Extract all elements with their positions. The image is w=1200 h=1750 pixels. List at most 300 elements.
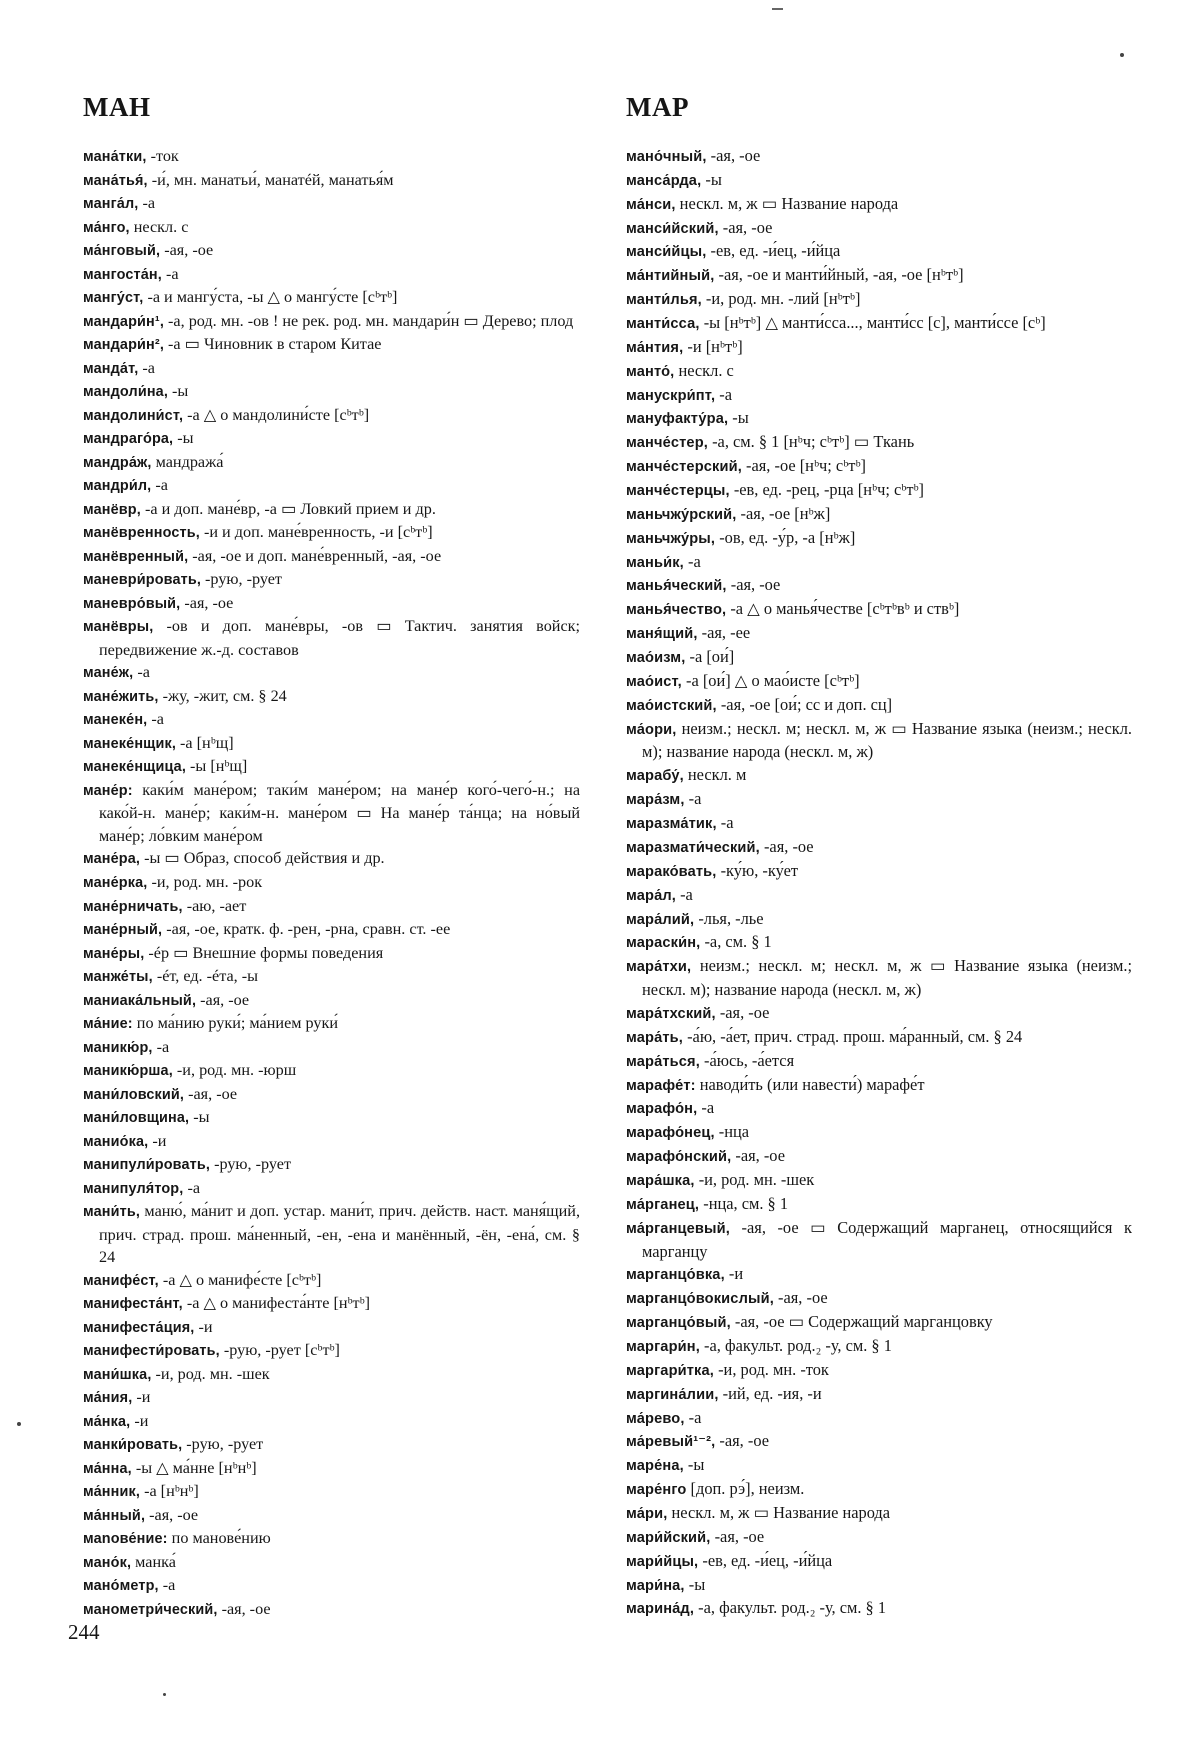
dictionary-entry [83,192,580,216]
entry-body: по ма́нию руки́; ма́нием руки́ [132,1014,339,1033]
entry-headword: маnове́ние: [83,1531,168,1548]
entry-body: маню́, ма́нит и доп. устар. мани́т, прич. действ. наст. маня́щий, прич. страд. прош. ма́ненный, -ен, -ена и манённый, -ён, -ена́, см. § 24 [99,1202,580,1267]
entry-headword: манья́ческий, [626,578,727,595]
entry-body: -ая, -ое [145,1505,199,1524]
entry-headword: марганцо́вокислый, [626,1291,774,1308]
entry-body: -а и мангу́ста, -ы △ о мангу́сте [сᵇтᵇ] [143,288,398,307]
entry-headword: мара́тхи, [626,959,692,976]
entry-body: -ы [701,169,722,189]
entry-body: -рую, -рует [210,1155,292,1174]
entry-body: -ев, ед. -рец, -рца [нᵇч; сᵇтᵇ] [729,480,925,500]
entry-headword: манёвры, [83,619,154,636]
entry-headword: манускри́пт, [626,387,716,404]
entry-headword: манометри́ческий, [83,1601,218,1618]
dictionary-entry [83,708,580,732]
page-number: 244 [68,1620,100,1644]
dictionary-entry [626,312,1132,336]
entry-body: -ая, -ое [726,575,781,595]
dictionary-entry [83,685,580,709]
entry-headword: манифести́ровать, [83,1343,220,1360]
dictionary-entry [626,169,1132,193]
entry-headword: ма́ревый¹⁻², [626,1434,716,1451]
entry-body: нескл. с [129,217,189,236]
entry-headword: мандари́н¹, [83,313,164,330]
entry-headword: манифеста́нт, [83,1296,183,1313]
entry-headword: маре́на, [626,1458,684,1475]
dictionary-entry [626,193,1132,217]
entry-body: -а [161,264,179,283]
scan-mark [772,8,783,10]
dictionary-entry [626,145,1132,169]
entry-headword: мануфакту́ра, [626,411,729,428]
entry-headword: маразма́тик, [626,816,717,833]
entry-body: -ая, -ое [715,1431,769,1451]
entry-body: -ов, ед. -у́р, -а [нᵇж] [715,527,856,547]
dictionary-entry [83,1012,580,1036]
dictionary-entry [83,1574,580,1598]
entry-body: -а [138,194,156,213]
entry-headword: мано́к, [83,1554,132,1571]
dictionary-entry [83,451,580,475]
entry-body: -жу, -жит, см. § 24 [158,686,287,705]
entry-headword: маньчжу́рский, [626,506,737,523]
entry-body: -а △ о манифе́сте [сᵇтᵇ] [158,1270,322,1289]
dictionary-entry [626,455,1132,479]
dictionary-entry [626,860,1132,884]
dictionary-entry [83,1339,580,1363]
entry-headword: ма́нка, [83,1413,131,1430]
dictionary-entry [626,407,1132,431]
entry-headword: манеке́нщица, [83,759,186,776]
entry-body: -а и доп. мане́вр, -а ▭ Ловкий прием и др. [140,499,436,518]
dictionary-entry [626,1526,1132,1550]
entry-headword: манти́лья, [626,292,702,309]
entry-body: -ы [728,408,749,428]
dictionary-entry [626,1050,1132,1074]
entry-body: -ая, -ое ▭ Содержащий марганцовку [730,1312,993,1332]
entry-headword: мани́ть, [83,1204,141,1221]
entry-headword: мао́изм, [626,650,686,667]
entry-headword: манёвр, [83,501,141,518]
dictionary-entry [626,1383,1132,1407]
entry-headword: мане́ра, [83,851,141,868]
dictionary-entry [83,1106,580,1130]
entry-headword: манеке́нщик, [83,735,176,752]
entry-body: -а [675,884,693,904]
entry-headword: мандолини́ст, [83,407,184,424]
entry-body: -ы [нᵇщ] [185,757,248,776]
entry-headword: манио́ка, [83,1133,149,1150]
dictionary-entry [626,836,1132,860]
dictionary-entry [83,732,580,756]
entry-headword: мане́рка, [83,874,148,891]
entry-body: -ы [684,1574,706,1594]
entry-headword: мана́тья́, [83,172,148,189]
entry-body: -ая, -ое [217,1599,271,1618]
entry-body: -ов и доп. мане́вры, -ов ▭ Тактич. занятия войск; передвижение ж.-д. составов [99,617,580,659]
entry-body: -а [684,1407,702,1427]
entry-headword: мангоста́н, [83,266,162,283]
entry-headword: ма́ри, [626,1505,668,1522]
dictionary-entry [83,145,580,169]
entry-body: -ий, ед. -ия, -и [718,1383,822,1403]
entry-body: -лья, -лье [694,908,764,928]
entry-body: -ая, -ое [184,1084,238,1103]
entry-headword: маникю́р, [83,1039,153,1056]
dictionary-entry [83,989,580,1013]
dictionary-entry [626,1263,1132,1287]
entry-body: -ая, -ое, кратк. ф. -рен, -рна, сравн. ст. -ее [162,920,451,939]
entry-body: [доп. рэ́], неизм. [686,1479,805,1499]
entry-headword: маргари́тка, [626,1362,714,1379]
entry-headword: мане́ры, [83,945,145,962]
dictionary-entry [83,1504,580,1528]
entry-body: -и [нᵇтᵇ] [683,336,743,356]
scan-speck [163,1693,166,1696]
dictionary-entry [83,474,580,498]
entry-headword: ма́нго, [83,219,130,236]
entry-body: -ы [683,1455,705,1475]
entry-body: -и [132,1388,151,1407]
entry-headword: маньчжу́ры, [626,530,716,547]
entry-body: -ая, -ее [697,623,751,643]
dictionary-entry [626,931,1132,955]
dictionary-entry [626,1478,1132,1502]
entry-headword: манче́стер, [626,435,708,452]
entry-headword: манти́сса, [626,316,700,333]
entry-headword: маниака́льный, [83,992,197,1009]
dictionary-entry [626,240,1132,264]
entry-body: -а́ю, -а́ет, прич. страд. прош. ма́ранный, см. § 24 [682,1026,1023,1046]
dictionary-entry [83,1059,580,1083]
entry-body: нескл. с [674,360,734,380]
entry-headword: манже́ты, [83,969,153,986]
entry-body: -ая, -ое [706,146,761,165]
dictionary-entry [83,965,580,989]
entry-headword: манёвренность, [83,525,200,542]
dictionary-entry [83,1316,580,1340]
entry-body: -а [нᵇнᵇ] [140,1482,199,1501]
entry-body: -аю, -ает [182,896,247,915]
entry-headword: мара́зм, [626,792,685,809]
entry-body: -рую, -рует [182,1435,264,1454]
scan-speck [17,1422,21,1426]
dictionary-entry [626,1287,1132,1311]
entry-body: -и, род. мн. -шек [694,1169,815,1189]
entry-body: наводи́ть (или навести́) марафе́т [695,1074,925,1094]
entry-headword: мандри́л, [83,478,152,495]
dictionary-entry [83,404,580,428]
entry-body: -и [194,1317,213,1336]
entry-body: -нца, см. § 1 [699,1193,789,1213]
dictionary-entry [83,263,580,287]
dictionary-entry [626,288,1132,312]
dictionary-entry [83,1269,580,1293]
entry-body: -ая, -ое [715,1002,770,1022]
entry-headword: манеке́н, [83,712,148,729]
dictionary-entry [626,1121,1132,1145]
dictionary-entry [626,1026,1132,1050]
dictionary-entry [626,1359,1132,1383]
entry-body: -ая, -ое [196,990,250,1009]
entry-body: -а ▭ Чиновник в старом Китае [164,335,382,354]
entry-headword: маневро́вый, [83,595,181,612]
dictionary-entry [83,169,580,193]
entry-body: -ы ▭ Образ, способ действия и др. [140,849,385,868]
entry-headword: ма́ние: [83,1016,133,1033]
entry-body: -ев, ед. -и́ец, -и́йца [706,241,841,261]
entry-headword: ма́ния, [83,1390,133,1407]
entry-body: -ая, -ое [710,1526,765,1546]
dictionary-entry [626,598,1132,622]
dictionary-entry [626,384,1132,408]
entry-headword: мано́чный, [626,149,707,165]
dictionary-entry [83,521,580,545]
dictionary-entry [83,333,580,357]
dictionary-entry [626,551,1132,575]
entry-body: -а [697,1098,715,1118]
entry-body: -а [147,710,164,729]
dictionary-entry [626,718,1132,765]
dictionary-entry [626,908,1132,932]
entry-body: -а, см. § 1 [700,932,772,952]
dictionary-entry [626,1335,1132,1359]
dictionary-entry [83,1036,580,1060]
entry-body: -ы [189,1108,210,1127]
entry-body: -éр ▭ Внешние формы поведения [144,943,384,962]
entry-body: -ев, ед. -и́ец, -и́йца [698,1550,833,1570]
entry-headword: ма́нговый, [83,243,161,260]
entry-headword: ма́рганцевый, [626,1220,730,1237]
entry-body: -и́, мн. манатьи́, манатéй, манатья́м [147,170,394,189]
dictionary-entry [83,615,580,661]
entry-body: -а [684,789,702,809]
dictionary-entry [626,1311,1132,1335]
entry-body: -ая, -ое [718,217,773,237]
dictionary-entry [626,1097,1132,1121]
entry-headword: манифе́ст, [83,1272,159,1289]
dictionary-entry [626,955,1132,1002]
dictionary-entry [626,479,1132,503]
entry-body: -а [нᵇщ] [176,733,234,752]
dictionary-entry [83,1292,580,1316]
entry-headword: мао́ист, [626,673,682,690]
entry-headword: мангу́ст, [83,290,144,307]
dictionary-entry [83,1527,580,1551]
dictionary-entry [83,1363,580,1387]
dictionary-entry [83,592,580,616]
dictionary-entry [83,357,580,381]
dictionary-entry [83,661,580,685]
entry-body: -рую, -рует [сᵇтᵇ] [219,1341,340,1360]
entry-body: -а, род. мн. -ов ! не рек. род. мн. мандари́н ▭ Дерево; плод [164,311,574,330]
dictionary-entry [83,1200,580,1269]
entry-headword: манга́л, [83,196,139,213]
dictionary-entry [626,884,1132,908]
entry-body: -éт, ед. -éта, -ы [152,967,259,986]
left-column [83,145,580,1621]
entry-headword: ма́нный, [83,1507,146,1524]
entry-body: -и [130,1411,149,1430]
entry-headword: мари́йский, [626,1529,711,1546]
entry-headword: марина́д, [626,1601,695,1618]
entry-headword: ма́рево, [626,1410,685,1427]
entry-body: -ая, -ое и доп. мане́вренный, -ая, -ое [188,546,442,565]
entry-headword: манто́, [626,363,675,380]
entry-headword: мане́рничать, [83,898,183,915]
entry-headword: мари́йцы, [626,1553,699,1570]
entry-headword: манси́йцы, [626,244,707,261]
entry-headword: маня́щий, [626,626,698,643]
entry-headword: мара́лий, [626,911,695,928]
entry-body: по манове́нию [167,1529,271,1548]
dictionary-entry [83,1153,580,1177]
entry-headword: мане́рный, [83,922,163,939]
dictionary-entry [626,1502,1132,1526]
entry-headword: мара́ть, [626,1029,683,1046]
entry-body: -а [133,663,150,682]
entry-headword: маргари́н, [626,1338,700,1355]
dictionary-entry [626,1407,1132,1431]
dictionary-entry [83,568,580,592]
entry-body: -ая, -ое [773,1288,828,1308]
dictionary-entry [626,1217,1132,1264]
dictionary-entry [83,779,580,848]
entry-body: манка́ [131,1552,176,1571]
entry-headword: ма́нси, [626,196,676,213]
right-column [626,145,1132,1621]
entry-headword: ма́рганец, [626,1196,700,1213]
dictionary-entry [626,431,1132,455]
entry-body: -нца [714,1122,750,1142]
dictionary-entry [83,847,580,871]
entry-headword: мане́жить, [83,688,159,705]
dictionary-entry [83,286,580,310]
dictionary-entry [626,812,1132,836]
entry-headword: марганцо́вка, [626,1267,725,1284]
entry-headword: манса́рда, [626,172,702,189]
dictionary-entry [83,310,580,334]
entry-headword: ма́нник, [83,1484,141,1501]
entry-body: -ая, -ое [ои́; сс и доп. сц] [716,694,893,714]
entry-headword: манче́стерцы, [626,483,730,500]
entry-body: -ы [нᵇтᵇ] △ манти́сса..., манти́сс [с], манти́ссе [сᵇ] [699,313,1046,333]
right-running-header: МАР [626,92,689,122]
dictionary-entry [626,1002,1132,1026]
dictionary-entry [626,574,1132,598]
dictionary-entry [626,1145,1132,1169]
entry-body: -рую, -рует [201,570,283,589]
entry-headword: мандари́н², [83,337,164,354]
entry-body: нескл. м [683,765,747,785]
entry-body: -ая, -ое ▭ Содержащий марганец, относящийся к марганцу [642,1217,1132,1261]
entry-body: -и [724,1264,744,1284]
entry-headword: манче́стерский, [626,459,742,476]
entry-headword: мане́р: [83,782,133,799]
entry-body: -ая, -ое [160,241,214,260]
entry-headword: мара́л, [626,887,676,904]
entry-headword: манёвренный, [83,548,189,565]
dictionary-entry [626,1074,1132,1098]
entry-body: -и [148,1131,167,1150]
dictionary-entry [83,1457,580,1481]
dictionary-entry [626,503,1132,527]
entry-headword: маразмати́ческий, [626,839,760,856]
dictionary-entry [626,694,1132,718]
entry-body: -а [ои́] △ о мао́исте [сᵇтᵇ] [681,670,860,690]
dictionary-entry [626,1454,1132,1478]
entry-body: -ку́ю, -ку́ет [716,860,799,880]
entry-headword: мараски́н, [626,935,701,952]
entry-body: -ая, -ое и манти́йный, -ая, -ое [нᵇтᵇ] [714,265,964,285]
dictionary-entry [626,264,1132,288]
entry-body: -ая, -ое [нᵇч; сᵇтᵇ] [741,456,866,476]
entry-headword: марафо́нский, [626,1149,732,1166]
dictionary-entry [83,1598,580,1622]
entry-headword: марако́вать, [626,863,717,880]
entry-headword: марафо́н, [626,1101,698,1118]
entry-body: -а △ о мандолини́сте [сᵇтᵇ] [183,405,370,424]
dictionary-entry [83,1410,580,1434]
dictionary-entry [83,755,580,779]
dictionary-entry [626,1597,1132,1621]
entry-body: -ая, -ое [нᵇж] [736,503,831,523]
dictionary-entry [626,764,1132,788]
entry-body: -а́юсь, -а́ется [699,1050,795,1070]
entry-body: -а [158,1576,176,1595]
entry-body: -и, род. мн. -лий [нᵇтᵇ] [701,289,861,309]
entry-headword: манси́йский, [626,220,719,237]
entry-headword: мао́истский, [626,697,717,714]
dictionary-entry [83,1433,580,1457]
dictionary-entry [626,788,1132,812]
entry-body: -ток [146,147,179,165]
entry-body: каки́м мане́ром; таки́м мане́ром; на мане́р кого́-чего́-н.; на како́й-н. мане́р; каки́м-н. мане́ром ▭ На мане́р та́нца; на но́вый мане́р; ло́вким мане́ром [99,780,580,845]
entry-headword: ма́нна, [83,1460,132,1477]
dictionary-entry [83,545,580,569]
dictionary-entry [83,239,580,263]
entry-body: -ы △ ма́нне [нᵇнᵇ] [131,1458,257,1477]
entry-body: -а, см. § 1 [нᵇч; сᵇтᵇ] ▭ Ткань [707,432,915,452]
entry-headword: маре́нго [626,1482,687,1499]
entry-headword: манипули́ровать, [83,1157,211,1174]
dictionary-entry [626,360,1132,384]
entry-headword: мана́тки, [83,149,147,165]
dictionary-entry [626,622,1132,646]
dictionary-entry [83,1386,580,1410]
dictionary-entry [83,871,580,895]
entry-headword: мани́ловский, [83,1086,185,1103]
dictionary-entry [626,1550,1132,1574]
entry-body: -и и доп. мане́вренность, -и [сᵇтᵇ] [199,523,433,542]
entry-body: -а [ои́] [685,647,735,667]
dictionary-entry [83,427,580,451]
entry-headword: марганцо́вый, [626,1315,731,1332]
entry-headword: мари́на, [626,1577,685,1594]
entry-headword: марафе́т: [626,1077,696,1094]
entry-body: -а [151,476,168,495]
dictionary-entry [626,1430,1132,1454]
dictionary-entry [83,1083,580,1107]
left-running-header: МАН [83,92,151,122]
entry-headword: мандра́ж, [83,454,152,471]
entry-headword: мандоли́на, [83,384,168,401]
entry-headword: манда́т, [83,360,139,377]
dictionary-entry [83,918,580,942]
entry-headword: манифеста́ция, [83,1319,195,1336]
dictionary-entry [83,216,580,240]
entry-body: -а, факульт. род.₂ -у, см. § 1 [699,1335,892,1355]
